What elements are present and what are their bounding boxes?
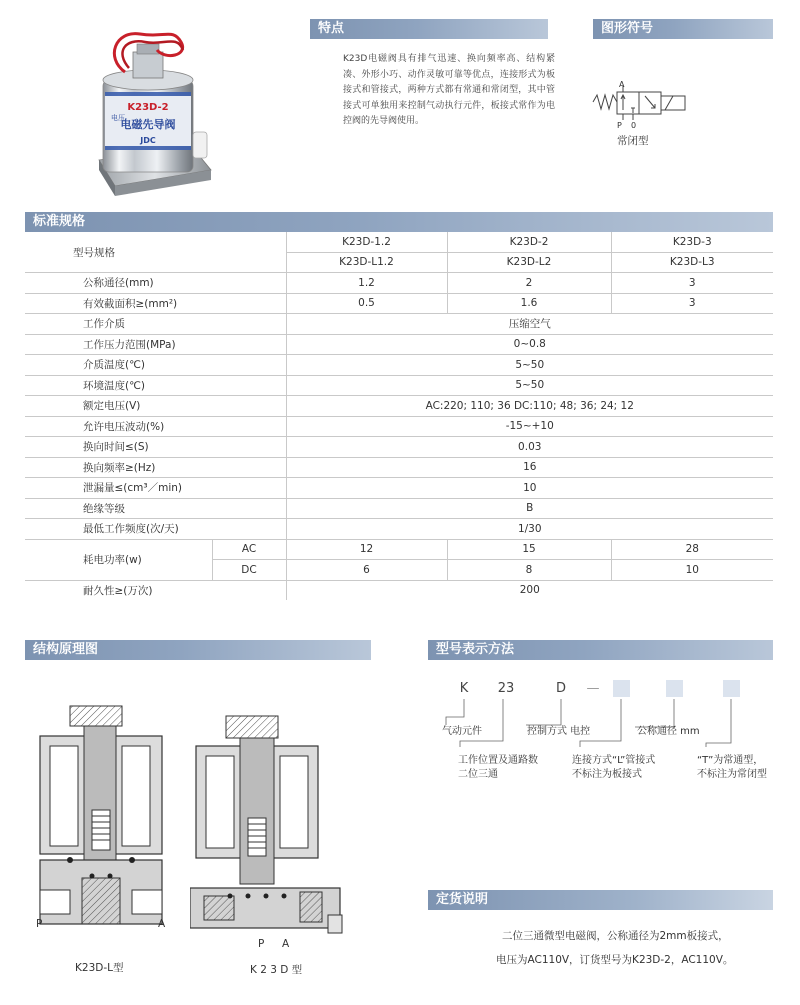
spec-label: 工作介质: [25, 314, 286, 335]
spec-label: 介质温度(℃): [25, 355, 286, 376]
table-row: [25, 232, 773, 252]
spec-label: 最低工作频度(次/天): [25, 519, 286, 540]
table-row: [25, 396, 773, 417]
table-row: [25, 293, 773, 314]
spec-label: 允许电压波动(%): [25, 416, 286, 437]
valve-symbol: [585, 80, 695, 140]
symbol-caption: 常闭型: [617, 135, 649, 147]
spec-model: K23D-L3: [611, 252, 773, 273]
model-label-pneumatic: 气动元件: [442, 726, 482, 737]
section-header-features: 特点: [310, 19, 548, 39]
spec-value: AC:220; 110; 36 DC:110; 48; 36; 24; 12: [286, 396, 773, 417]
ordering-line-1: 二位三通微型电磁阀，公称通径为2mm板接式，: [502, 930, 729, 942]
table-row: [25, 375, 773, 396]
table-row: [25, 416, 773, 437]
table-row: [25, 498, 773, 519]
spec-label: 换向频率≥(Hz): [25, 457, 286, 478]
symbol-port-0: 0: [631, 121, 637, 130]
table-row: [25, 519, 773, 540]
spec-value: 16: [286, 457, 773, 478]
table-row: [25, 314, 773, 335]
table-row: [25, 580, 773, 600]
spec-value: 5~50: [286, 375, 773, 396]
spec-model: K23D-2: [447, 232, 611, 252]
spec-model: K23D-L1.2: [286, 252, 447, 273]
spec-model: K23D-1.2: [286, 232, 447, 252]
structure-right-caption: K 2 3 D 型: [250, 964, 303, 976]
symbol-port-p: P: [617, 121, 622, 130]
photo-label-main: 电磁先导阀: [120, 118, 176, 131]
table-row: [25, 539, 773, 560]
spec-value: 5~50: [286, 355, 773, 376]
spec-value: 200: [519, 584, 540, 597]
model-code-d: D: [555, 681, 566, 696]
model-label-control: 控制方式 电控: [527, 726, 591, 737]
model-label-type-1: “T”为常通型，: [697, 755, 764, 766]
model-label-position-2: 二位三通: [458, 769, 498, 780]
spec-label: 额定电压(V): [25, 396, 286, 417]
spec-label: 工作压力范围(MPa): [25, 334, 286, 355]
model-code-k: K: [459, 681, 469, 696]
photo-label-model: K23D-2: [127, 102, 169, 113]
spec-model: K23D-L2: [447, 252, 611, 273]
spec-value: 10: [286, 478, 773, 499]
structure-drawing-right: [190, 710, 350, 955]
spec-label: 泄漏量≤(cm³／min): [25, 478, 286, 499]
symbol-port-a: A: [619, 80, 625, 89]
structure-drawing-left: [36, 700, 171, 955]
spec-value: 3: [611, 293, 773, 314]
model-label-connection-1: 连接方式“L”管接式: [572, 755, 656, 766]
structure-left-caption: K23D-L型: [75, 962, 124, 974]
spec-label: 绝缘等级: [25, 498, 286, 519]
structure-left-port-p: P: [36, 918, 43, 930]
model-label-connection-2: 不标注为板接式: [572, 769, 642, 780]
model-label-type-2: 不标注为常闭型: [697, 769, 767, 780]
spec-value: 0.03: [286, 437, 773, 458]
structure-right-port-a: A: [282, 938, 290, 950]
spec-value: 3: [611, 273, 773, 294]
photo-brand: JDC: [140, 136, 156, 145]
photo-side-text: 电压: [111, 114, 125, 122]
spec-value: 10: [611, 560, 773, 581]
table-row: [25, 355, 773, 376]
section-header-structure: 结构原理图: [25, 640, 371, 660]
spec-value: 压缩空气: [286, 314, 773, 335]
model-label-bore: 公称通径 mm: [637, 726, 700, 737]
structure-right-port-p: P: [258, 938, 265, 950]
structure-left-port-a: A: [158, 918, 166, 930]
table-row: [25, 437, 773, 458]
model-code-leader-lines: [440, 695, 780, 755]
spec-value: 1.6: [447, 293, 611, 314]
spec-label: 有效截面积≥(mm²): [25, 293, 286, 314]
table-row: [25, 478, 773, 499]
section-header-spec: 标准规格: [25, 212, 773, 232]
ordering-line-2: 电压为AC110V，订货型号为K23D-2，AC110V。: [496, 954, 734, 966]
spec-model: K23D-3: [611, 232, 773, 252]
table-row: [25, 457, 773, 478]
spec-value: 1.2: [286, 273, 447, 294]
spec-label: 公称通径(mm): [25, 273, 286, 294]
spec-table: [25, 232, 773, 600]
spec-value: 2: [447, 273, 611, 294]
table-row: [25, 334, 773, 355]
spec-value: 28: [611, 539, 773, 560]
spec-value: 12: [286, 539, 447, 560]
spec-sub-label: DC: [212, 560, 286, 581]
features-description: K23D电磁阀具有排气迅速、换向频率高、结构紧凑、外形小巧、动作灵敏可靠等优点，连接形式为板接式和管接式，两种方式都有常通和常闭型，其中管接式可单独用来控制气动执行元件，板接式常作为电控阀的先导阀使用。: [343, 54, 555, 127]
model-label-position-1: 工作位置及通路数: [458, 755, 538, 766]
spec-sub-label: AC: [212, 539, 286, 560]
spec-value: -15~+10: [286, 416, 773, 437]
spec-value: 0~0.8: [286, 334, 773, 355]
model-code-23: 23: [497, 681, 515, 696]
table-row: [25, 273, 773, 294]
product-photo: [85, 20, 220, 200]
spec-value: 0.5: [286, 293, 447, 314]
spec-label: 耐久性≥(万次): [25, 580, 286, 600]
spec-value: 1/30: [286, 519, 773, 540]
section-header-symbol: 图形符号: [593, 19, 773, 39]
spec-value: 6: [286, 560, 447, 581]
spec-label: 换向时间≤(S): [25, 437, 286, 458]
section-header-model-code: 型号表示方法: [428, 640, 773, 660]
model-code-dash: —: [586, 681, 600, 696]
spec-value: B: [286, 498, 773, 519]
spec-model-label: 型号规格: [25, 232, 286, 273]
spec-label: 耗电功率(w): [25, 539, 212, 580]
spec-value: 8: [447, 560, 611, 581]
section-header-ordering: 定货说明: [428, 890, 773, 910]
spec-label: 环境温度(℃): [25, 375, 286, 396]
spec-value: 15: [447, 539, 611, 560]
